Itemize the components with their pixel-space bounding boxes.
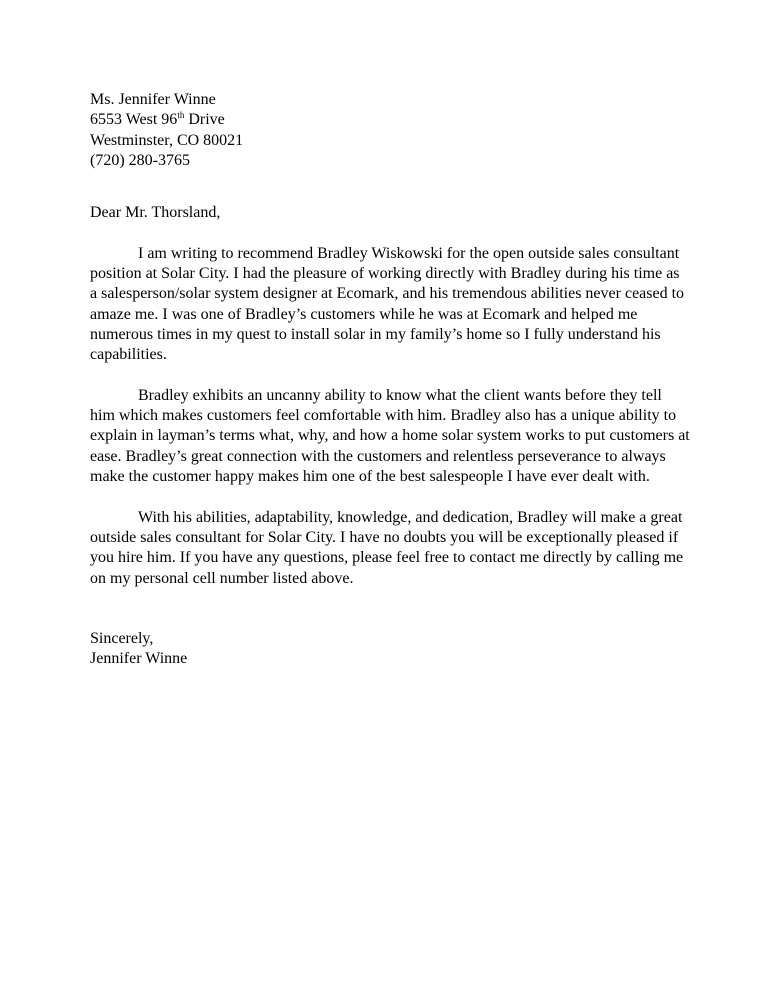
street-suffix: Drive [184,111,225,129]
paragraph-2: Bradley exhibits an uncanny ability to know what the client wants before they tell him which makes customers feel comfortable with him. Bradley also has a unique ability to explain in layman’s terms what, why, and how a home solar system works to put customers at ease. Bradley’s great connection with the customers and relentless perseverance to always make the customer happy makes him one of the best salespeople I have ever dealt with. [90,386,690,486]
paragraph-1: I am writing to recommend Bradley Wiskowski for the open outside sales consultant position at Solar City. I had the pleasure of working directly with Bradley during his time as a salesperson/solar system designer at Ecomark, and his tremendous abilities never ceased to amaze me. I was one of Bradley’s customers while he was at Ecomark and helped me numerous times in my quest to install solar in my family’s home so I fully understand his capabilities. [90,244,685,364]
recommendation-letter [90,90,690,669]
salutation: Dear Mr. Thorsland, [90,204,221,222]
signature-name: Jennifer Winne [90,650,188,668]
closing: Sincerely, [90,629,154,647]
sender-street [90,110,690,130]
sender-name: Ms. Jennifer Winne [90,91,216,108]
street-ordinal-suffix: th [177,110,185,121]
street-number: 6553 West 96 [90,111,178,129]
sender-city-state-zip: Westminster, CO 80021 [90,131,244,149]
paragraph-3: With his abilities, adaptability, knowledge, and dedication, Bradley will make a great outside sales consultant for Solar City. I have no doubts you will be exceptionally pleased if you hire him. If you have any questions, please feel free to contact me directly by calling me on my personal cell number listed above. [90,508,684,587]
sender-phone: (720) 280-3765 [90,151,190,169]
sender-address-block [90,90,690,171]
